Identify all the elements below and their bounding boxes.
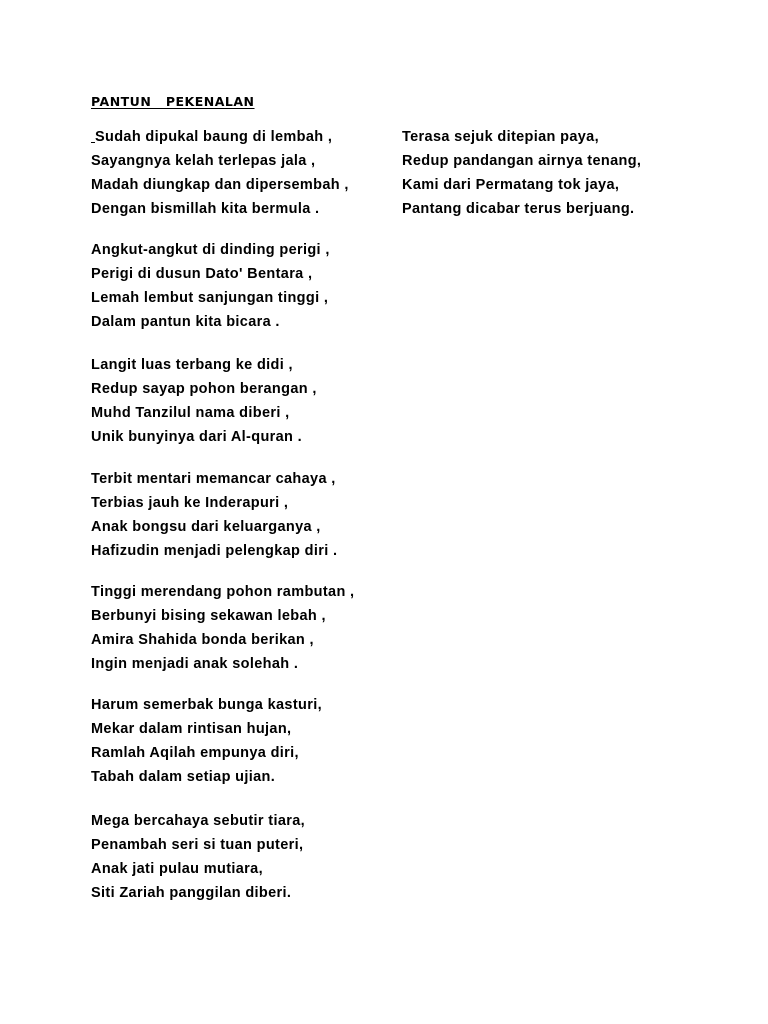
stanza-line: Sayangnya kelah terlepas jala , [91, 153, 316, 169]
document-title: PANTUN PEKENALAN [91, 94, 255, 109]
stanza-3 [91, 238, 330, 334]
stanza-line: Tinggi merendang pohon rambutan , [91, 584, 355, 600]
stanza-line: Anak jati pulau mutiara, [91, 861, 263, 877]
stanza-2 [402, 125, 641, 221]
stanza-7 [91, 693, 322, 789]
stanza-5 [91, 467, 337, 563]
stanza-line: Terbias jauh ke Inderapuri , [91, 495, 289, 511]
stanza-line: Mekar dalam rintisan hujan, [91, 721, 292, 737]
stanza-line: Madah diungkap dan dipersembah , [91, 177, 349, 193]
stanza-line: Pantang dicabar terus berjuang. [402, 201, 635, 217]
stanza-8 [91, 809, 305, 905]
stanza-line-text: Sudah dipukal baung di lembah , [95, 129, 333, 145]
stanza-line: Langit luas terbang ke didi , [91, 357, 293, 373]
stanza-4 [91, 353, 317, 449]
stanza-line: Mega bercahaya sebutir tiara, [91, 813, 306, 829]
stanza-1 [91, 125, 349, 221]
stanza-line: Terbit mentari memancar cahaya , [91, 471, 336, 487]
stanza-line: Penambah seri si tuan puteri, [91, 837, 304, 853]
stanza-line: Ingin menjadi anak solehah . [91, 656, 299, 672]
stanza-line: Ramlah Aqilah empunya diri, [91, 745, 299, 761]
stanza-line: Amira Shahida bonda berikan , [91, 632, 314, 648]
stanza-line: Dalam pantun kita bicara . [91, 314, 280, 330]
stanza-line: Lemah lembut sanjungan tinggi , [91, 290, 329, 306]
stanza-line [91, 125, 349, 149]
stanza-line: Kami dari Permatang tok jaya, [402, 177, 620, 193]
stanza-line: Redup pandangan airnya tenang, [402, 153, 642, 169]
stanza-line: Anak bongsu dari keluarganya , [91, 519, 321, 535]
stanza-line: Hafizudin menjadi pelengkap diri . [91, 543, 338, 559]
stanza-line: Angkut-angkut di dinding perigi , [91, 242, 330, 258]
stanza-line: Unik bunyinya dari Al-quran . [91, 429, 303, 445]
stanza-line: Perigi di dusun Dato' Bentara , [91, 266, 313, 282]
stanza-line: Dengan bismillah kita bermula . [91, 201, 320, 217]
stanza-line: Terasa sejuk ditepian paya, [402, 129, 599, 145]
stanza-line: Harum semerbak bunga kasturi, [91, 697, 322, 713]
stanza-line: Muhd Tanzilul nama diberi , [91, 405, 290, 421]
stanza-6 [91, 580, 354, 676]
stanza-line: Siti Zariah panggilan diberi. [91, 885, 292, 901]
stanza-line: Redup sayap pohon berangan , [91, 381, 317, 397]
text-cursor-mark [91, 142, 95, 143]
stanza-line: Berbunyi bising sekawan lebah , [91, 608, 326, 624]
stanza-line: Tabah dalam setiap ujian. [91, 769, 276, 785]
